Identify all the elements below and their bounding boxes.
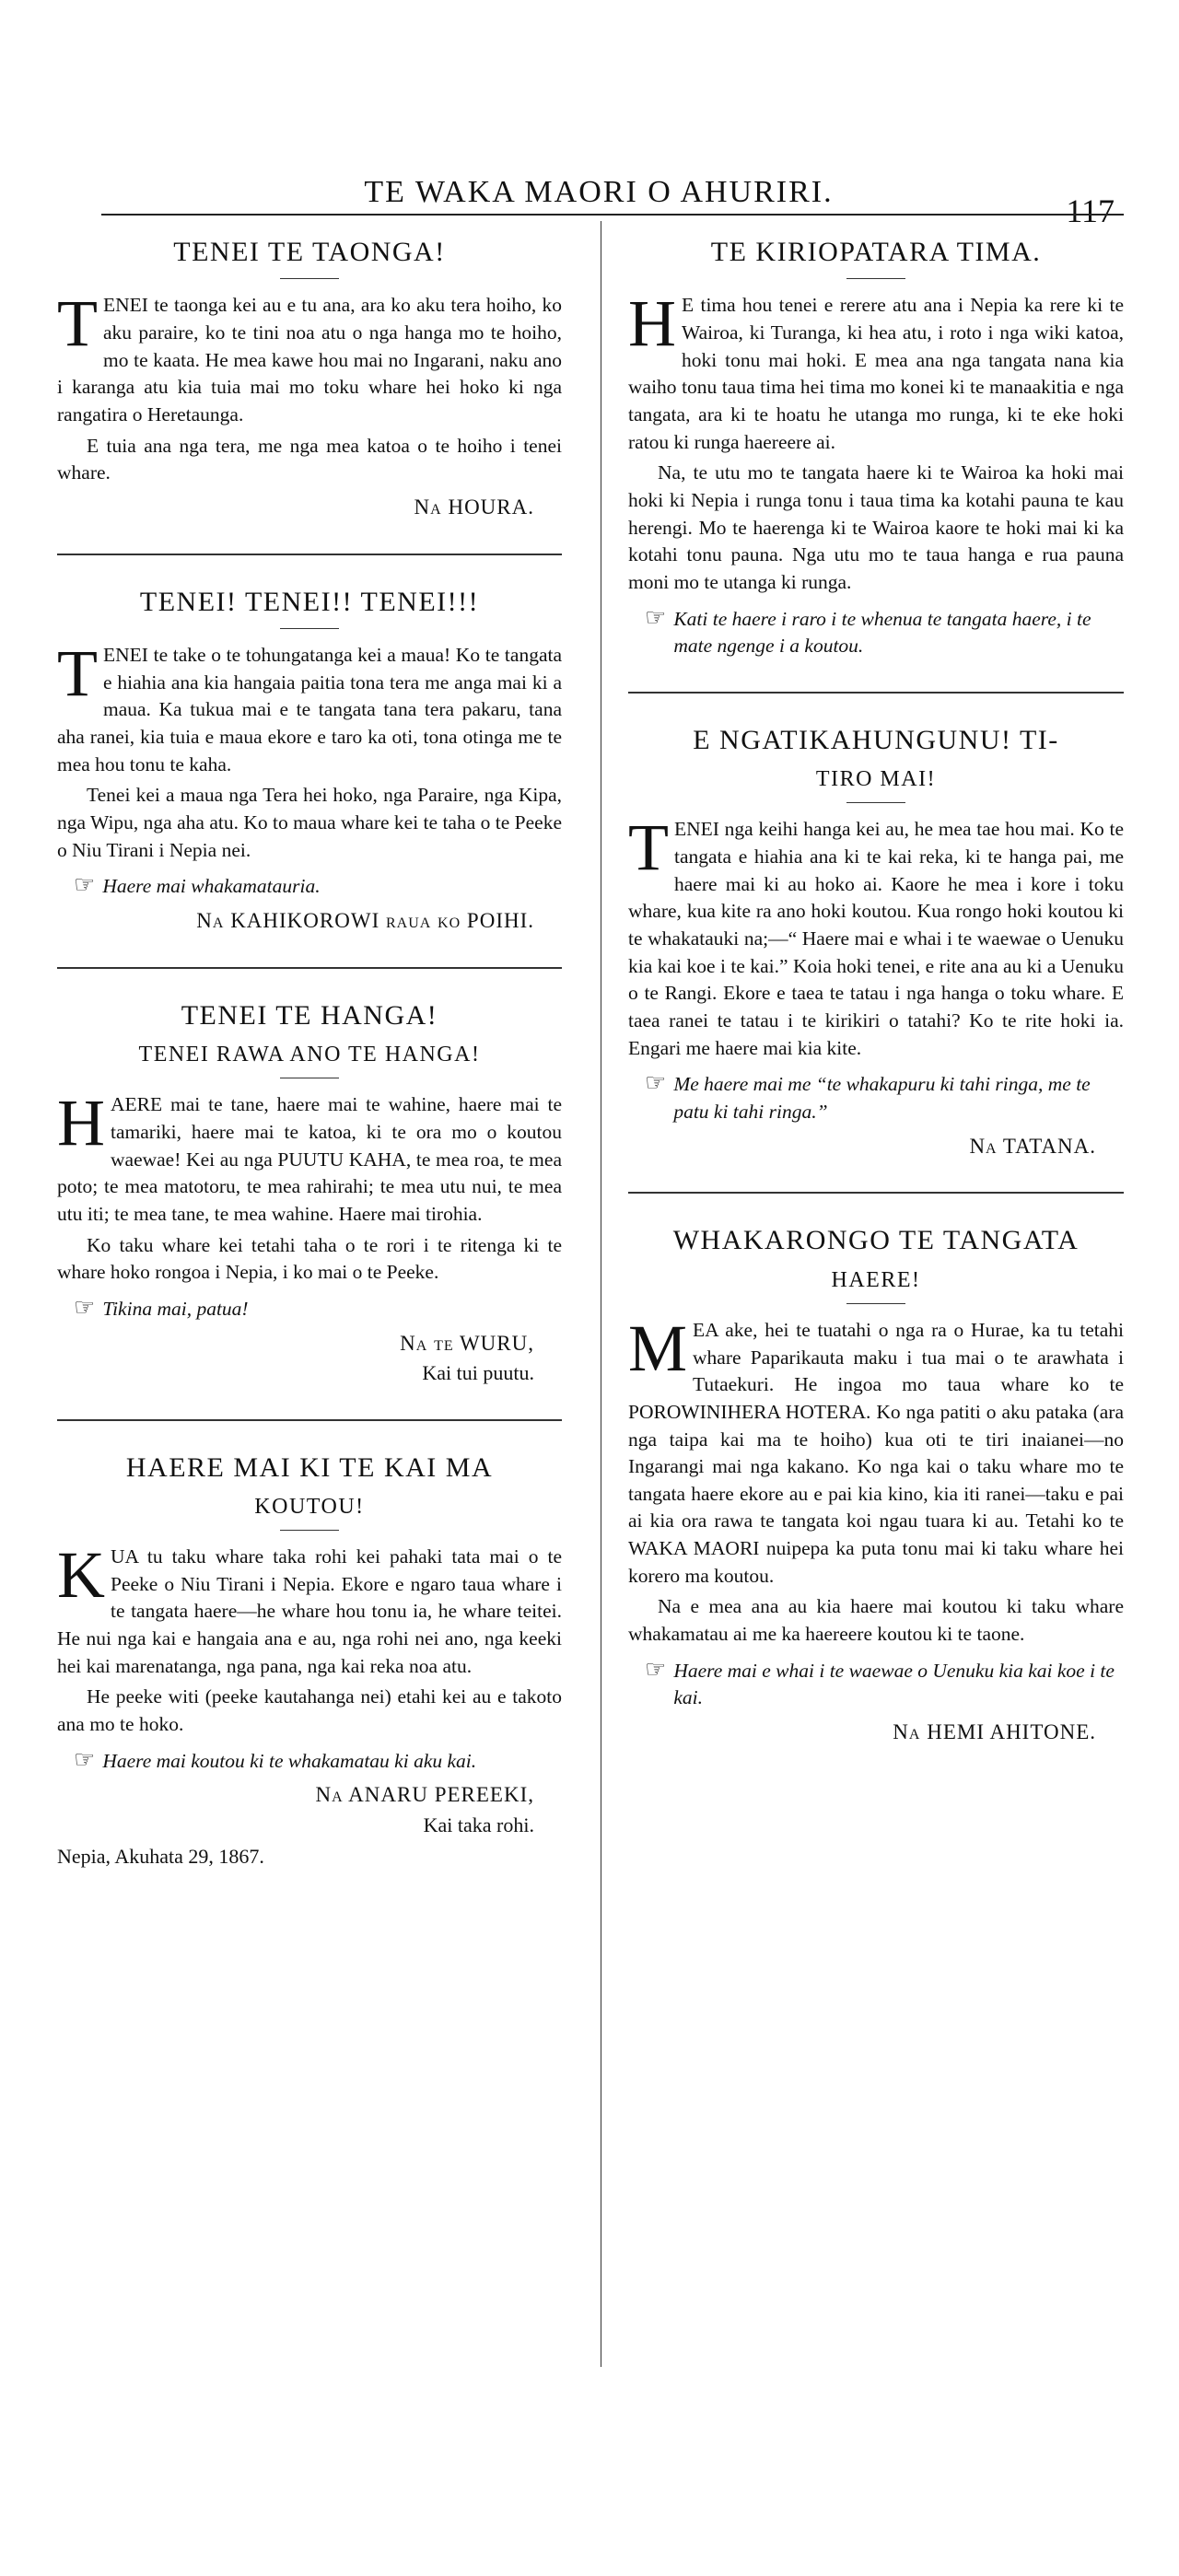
- article-tenei: [57, 583, 562, 936]
- pointing-hand-icon: ☞: [645, 1069, 667, 1097]
- article-paragraph: Tenei kei a maua nga Tera hei hoko, nga Paraire, nga Kipa, nga Wipu, nga aha atu. Ko to maua whare kei te taha o te Peeke o Niu Tirani i Nepia nei.: [57, 784, 562, 861]
- article-subtitle: TIRO MAI!: [815, 767, 937, 792]
- article-paragraph: Ko taku whare kei tetahi taha o te rori i te ritenga ki te whare hoko rongoa i Nepia, i ko mai o te Peeke.: [57, 1233, 562, 1284]
- running-head: TE WAKA MAORI O AHURIRI.: [364, 175, 834, 209]
- article-title: WHAKARONGO TE TANGATA: [672, 1225, 1080, 1256]
- article-paragraph: TENEI nga keihi hanga kei au, he mea tae hou mai. Ko te tangata e hiahia ana ki te kai reka, ki te hanga pai, me haere mai ki au hoko ai. Kaore he mea i kore i toku whare, kua kite ra ano hoki koutou. Kua rongo hoki koutou ki te whakatauki na;—“ Haere mai e whai i te waewae o Uenuku kia kai koe i te kai.” Koia hoki tenei, e rite ana au ki a Uenuku o te Rangi. Ekore e taea te tatau i nga hanga o toku whare. E taea ranei te tatau i te kirikiri o tatahi? Ko te rite hoki ia. Engari me haere mai kia kite.: [628, 810, 1124, 1059]
- article-title: TENEI! TENEI!! TENEI!!!: [139, 586, 480, 617]
- article-separator: [57, 967, 562, 969]
- article-separator: [628, 1192, 1124, 1194]
- article-subtitle: HAERE!: [831, 1267, 921, 1292]
- drop-cap: M: [628, 1311, 688, 1385]
- title-rule: [846, 278, 905, 279]
- signature: Na HOURA.: [414, 495, 534, 519]
- pointing-note: ☞ Haere mai e whai i te waewae o Uenuku kia kai koe i te kai.: [645, 1658, 1124, 1712]
- article-separator: [57, 554, 562, 555]
- title-rule: [280, 628, 339, 629]
- pointing-hand-icon: ☞: [74, 1293, 96, 1321]
- pointing-hand-icon: ☞: [74, 1745, 96, 1773]
- pointing-note: ☞ Me haere mai me “te whakapuru ki tahi ringa, me te patu ki tahi ringa.”: [645, 1071, 1124, 1125]
- article-paragraph: HAERE mai te tane, haere mai te wahine, haere mai te tamariki, haere mai te katoa, ki te ora mo o koutou waewae! Kei au nga PUUTU KAHA, te mea roa, te mea poto; te mea matotoru, te mea rahirahi; te mea utu nui, te mea utu iti; te mea tane, te mea wahine. Haere mai tirohia.: [57, 1086, 562, 1225]
- pointing-note: ☞ Tikina mai, patua!: [74, 1296, 562, 1323]
- article-paragraph: TENEI te taonga kei au e tu ana, ara ko aku tera hoiho, ko aku paraire, ko te tini noa atu o nga hanga mo te hoiho, mo te kaata. He mea kawe hou mai no Ingarani, naku ano i karanga atu kia tuia mai mo toku whare hei hoko ki nga rangatira o Heretaunga.: [57, 286, 562, 426]
- article-paragraph: He peeke witi (peeke kautahanga nei) etahi kei au e takoto ana mo te hoko.: [57, 1685, 562, 1736]
- signature: Na HEMI AHITONE.: [893, 1720, 1096, 1744]
- article-kai: [57, 1449, 562, 1871]
- pointing-note: ☞ Haere mai whakamatauria.: [74, 873, 562, 901]
- article-title: TENEI TE TAONGA!: [173, 237, 446, 267]
- signature-title: Kai taka rohi.: [423, 1813, 534, 1837]
- right-column: [628, 226, 1124, 1749]
- article-subtitle: TENEI RAWA ANO TE HANGA!: [138, 1043, 481, 1067]
- drop-cap: T: [628, 810, 669, 885]
- article-title: TE KIRIOPATARA TIMA.: [710, 237, 1042, 267]
- article-title: TENEI TE HANGA!: [181, 999, 438, 1031]
- article-tima: [628, 233, 1124, 660]
- drop-cap: H: [57, 1086, 105, 1160]
- signature: Na TATANA.: [969, 1134, 1096, 1158]
- article-paragraph: H E tima hou tenei e rerere atu ana i Nepia ka rere ki te Wairoa, ki Turanga, ki hea atu, i roto i nga wiki katoa, hoki tonu mai hoki. E mea ana nga tangata nana kia waiho tonu taua tima hei tima mo konei ki te manaakitia e nga tangata, ara ki te hoatu he utanga mo runga, ki te eke hoki ratou ki runga haereere ai.: [628, 286, 1124, 453]
- dateline: Nepia, Akuhata 29, 1867.: [57, 1845, 264, 1869]
- pointing-hand-icon: ☞: [645, 603, 667, 631]
- signature-title: Kai tui puutu.: [422, 1361, 534, 1385]
- drop-cap: T: [57, 636, 98, 711]
- title-rule: [280, 278, 339, 279]
- article-title: E NGATIKAHUNGUNU! TI-: [693, 724, 1059, 755]
- article-paragraph: Na, te utu mo te tangata haere ki te Wairoa ka hoki mai hoki ki Nepia i runga tonu i taua tima ka kotahi pauna te kau herengi. Mo te haerenga ki te Wairoa kaore te hoki mai ki ka kotahi tonu pauna. Nga utu mo te taua hanga e rua pauna moni mo te utanga ki runga.: [628, 461, 1124, 593]
- pointing-note: ☞ Haere mai koutou ki te whakamatau ki aku kai.: [74, 1748, 562, 1776]
- page-number: 117: [1066, 192, 1115, 229]
- article-separator: [628, 692, 1124, 694]
- article-subtitle: KOUTOU!: [254, 1494, 365, 1519]
- article-title: HAERE MAI KI TE KAI MA: [125, 1451, 494, 1483]
- article-hanga: [57, 997, 562, 1388]
- article-paragraph: E tuia ana nga tera, me nga mea katoa o te hoiho i tenei whare.: [57, 434, 562, 484]
- article-separator: [57, 1419, 562, 1421]
- pointing-hand-icon: ☞: [645, 1655, 667, 1683]
- drop-cap: K: [57, 1538, 105, 1613]
- title-rule: [846, 802, 905, 803]
- header-rule: [101, 214, 1124, 216]
- article-paragraph: Na e mea ana au kia haere mai koutou ki taku whare whakamatau ai me ka haereere koutou ki te taone.: [628, 1595, 1124, 1646]
- drop-cap: H: [628, 286, 676, 361]
- pointing-hand-icon: ☞: [74, 871, 96, 899]
- pointing-note: ☞ Kati te haere i raro i te whenua te tangata haere, i te mate ngenge i a koutou.: [645, 606, 1124, 660]
- signature: Na ANARU PEREEKI,: [315, 1783, 534, 1807]
- article-ngatikahungunu: [628, 721, 1124, 1160]
- article-paragraph: TENEI te take o te tohungatanga kei a maua! Ko te tangata e hiahia ana kia hangaia paitia tona tera me anga mai ki a maua. Ka tukua mai e te tangata tana tera pakaru, tana aha ranei, kia tuia e maua ekore e taro ka oti, tona otinga me te mea hou tonu te kaha.: [57, 636, 562, 775]
- signature: Na te WURU,: [400, 1331, 534, 1355]
- title-rule: [846, 1303, 905, 1304]
- article-taonga: [57, 233, 562, 522]
- title-rule: [280, 1530, 339, 1531]
- article-paragraph: MEA ake, hei te tuatahi o nga ra o Hurae, ka tu tetahi whare Paparikauta maku i tua mai o te arawhata i Tutaekuri. He ingoa mo taua whare ko te POROWINIHERA HOTERA. Ko nga patiti o aku pataka (ara nga taipa kai ma te hoiho) kua oti te tiri inaianei—no Ingarangi mai nga kakano. Ko nga kai o taku whare mo te tangata haere ekore au e pai kia kino, kia iti ranei—taku e pai ai kia ora rawa te tangata koi ngau tuara ki au. Tetahi ko te WAKA MAORI nuipepa ka puta tonu mai ki taku whare hei korero ma koutou.: [628, 1311, 1124, 1587]
- left-column: [57, 226, 562, 1871]
- article-whakarongo: [628, 1221, 1124, 1746]
- article-paragraph: KUA tu taku whare taka rohi kei pahaki tata mai o te Peeke o Niu Tirani i Nepia. Ekore e ngaro taua whare i te tangata haere—he whare hou tonu ia, he whare teitei. He nui nga kai e hangaia ana e au, nga rohi nei ano, nga keeki hei kai marenatanga, nga pana, nga kai reka noa atu.: [57, 1538, 562, 1677]
- drop-cap: T: [57, 286, 98, 361]
- signature: Na KAHIKOROWI raua ko POIHI.: [196, 909, 534, 933]
